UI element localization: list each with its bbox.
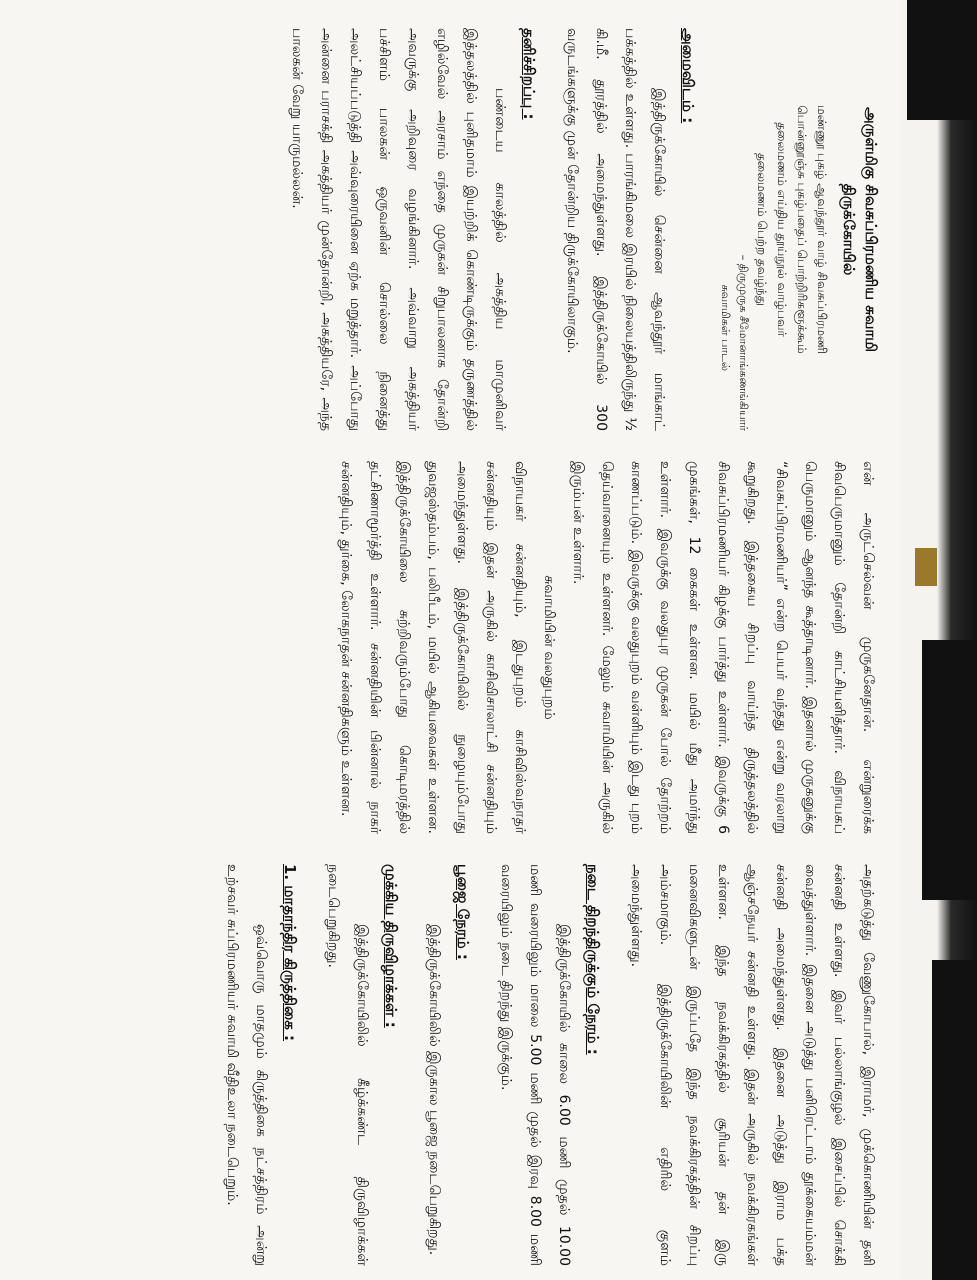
scanner-shadow-middle bbox=[922, 640, 977, 900]
location-text: இத்திருக்கோயில் சென்னை ஆவந்தூர் மாங்காட் பக்கத்தில் உள்ளது. பாரங்கிமலை இரயில் நிலையத்திலிருந்து ½ கி.மீ. தூரத்தில் அமைந்துள்ளது. இத்திருக்கோயில் 300 வருடங்களுக்கு முன் தோன்றிய திருக்கோயிலாகும். bbox=[564, 28, 667, 431]
middle-column bbox=[16, 445, 882, 850]
title-line-1: அருள்மிகு சிவசுப்பிரமணிய சுவாமி bbox=[862, 106, 880, 353]
quote-attribution-2: சுவாமிகள் பாடல் bbox=[719, 284, 732, 371]
hymn-quote bbox=[752, 28, 832, 431]
quote-line-3: தலைமணம் எய்திய தூய்நூல் வாழ்பவர் bbox=[775, 122, 789, 337]
shrines-continued: அதற்கடுத்து வேணுகோபால், இராமர், முக்கொணியின் தனி சன்னதி உள்ளது. இவர் பல்லாங்குழல் இசைப்பில் சொக்கி வைத்துள்ளார். இதனை அடுத்து பனிரெட்டாம் தூக்கையம்மன் சன்னதி அமைந்துள்ளது. இதனை அடுத்து இராம பக்த ஆஞ்சநேயர் சன்னதி உள்ளது. இதன் அருகில் நவக்கிரகங்கள் உள்ளன. இந்த நவக்கிரகத்தில் சூரியன் தன் இரு மனைவிகளுடன் இருப்பதே இந்த நவக்கிரகத்தின் சிறப்பு அம்சமாகும். இத்திருக்கோயிலின் எதிரில் குளம் அமைந்துள்ளது. bbox=[628, 864, 876, 1266]
quote-line-2: பொன்னூஞ்சு புகழ்பதைப் பொற்றிரிகளூக்கூம் bbox=[795, 105, 809, 354]
festival-1-text: ஒவ்வொரு மாதமும் கிருத்திகை நட்சத்திரம் அன்று உற்சவர் சுப்பிரமணியர் சுவாமி வீதிஉலா நடைபெறும். bbox=[224, 864, 269, 1266]
festival-1-heading: 1. மாதாந்திர கிருத்திகை : bbox=[281, 864, 299, 1042]
temple-title bbox=[838, 28, 882, 431]
shrines-description: விநாயகர் சன்னதியும், இடதுபுறம் காசிவிஸ்வநாதர் சன்னதியும் இதன் அருகில் காசிவிசாலாட்சி சன்னதியும் அமைந்துள்ளது. இத்திருக்கோயிலில் நுழையும்போது துவஜஸ்தம்பம், பலிபீடம், மயில் ஆகியவைகள் உள்ளன. இத்திருக்கோயிலை சுற்றிவரும்போது கொடிமரத்தில் தட்சிணாமூர்த்தி உள்ளார். சன்னதியின் பின்னால் நாகர் சன்னதியும், துர்கை, லோகநாதன் சன்னதிகளும் உள்ளன. bbox=[338, 461, 528, 834]
festivals-text: இத்திருக்கோயிலில் கீழ்க்கண்ட திருவிழாக்கள் நடைபெறுகிறது. bbox=[325, 864, 370, 1266]
festivals-heading: முக்கிய திருவிழாக்கள் : bbox=[382, 864, 400, 1028]
title-line-2: திருக்கோயில் bbox=[840, 183, 858, 276]
quote-line-4: தலைமணம் பெற்ற தவழ்ந்து bbox=[755, 152, 769, 306]
quote-line-1: மண்ணூ புகழ் ஆவந்தூர் வாழ் சிவசுப்பிரமணி bbox=[815, 105, 829, 354]
binding-mark bbox=[915, 548, 937, 586]
opening-hours-text: இத்திருக்கோயில் காலை 6.00 மணி முதல் 10.00 மணி வரையிலும் மாலை 5.00 மணி முதல் இரவு 8.00 மணி வரையிலும் நடை திறந்து இருக்கும். bbox=[498, 864, 572, 1266]
quote-attribution: – திருமுருக சீமோனாங்கணங்கியார் bbox=[737, 254, 750, 431]
shrines-intro: சுவாமியின் வலதுபுறம் bbox=[541, 575, 557, 720]
special-text: பண்டைய காலத்தில் அகத்திய மாமுனிவர் இத்தலத்தில் புனிதமாம் இயற்றிக் கொண்டிருக்கும் தருணத்தில் எழில்வேல் அரசாம் எந்தை முருகன் சிறுபாலனாக தோன்றி அவருக்கு அறிவுரை வழங்கினார். அவ்வாறு அகத்தியர் பச்சிளம் பாலகன் ஒருவனின் சொல்லை நினைத்து அலட்சியப்படுத்தி அவ்வுரையினை ஏற்க மறுத்தார். அப்போது அன்னை பராசக்தி அகத்தியர் முன்தோன்றி, அகத்தியரே, அந்த பாலகன் வேறு யாருமல்லன். bbox=[289, 28, 508, 431]
opening-hours-heading: நடை திறந்திருக்கும் நேரம் : bbox=[584, 864, 602, 1055]
left-column bbox=[16, 0, 882, 445]
pooja-text: இத்திருக்கோயிலில் இருகால பூஜை நடைபெறுகிறது. bbox=[426, 924, 442, 1256]
deity-description: என் அருட்செல்வன் முருகனேதான். என்றுரைக்க சிவபெருமானும் தோன்றி காட்சியளித்தார். விநாயகப் பெருமானும் ஆனந்த கூத்தாடினார். இதனால் முருகனுக்கு “சிவசுப்பிரமணியர்” என்ற பெயர் வந்தது என்று வரலாறு கூறுகிறது. இத்தகைய சிறப்பு வாய்ந்த திருத்தலத்தில் சிவசுப்பிரமணியர் கிழக்கு பார்த்து உள்ளார். இவருக்கு 6 முகங்கள், 12 கைகள் உள்ளன. மயில் மீது அமர்ந்து உள்ளார். இவருக்கு வலதுபுர முருகன் போல் தோற்றம் காணப்படும். இவருக்கு வலதுபுறம் வள்ளியும் இடது புறம் தெய்வானையும் உள்ளனர். மேலும் சுவாமியின் அருகில் இரும்பன் உள்ளார். bbox=[570, 461, 876, 834]
right-column bbox=[16, 850, 882, 1280]
location-heading: அமைவிடம் : bbox=[679, 28, 697, 124]
special-heading: தனிச்சிறப்பு : bbox=[520, 28, 538, 120]
pooja-heading: பூஜை நேரம் : bbox=[454, 864, 472, 960]
scanner-shadow-bottom bbox=[932, 960, 977, 1280]
scanner-shadow-top bbox=[907, 0, 977, 120]
